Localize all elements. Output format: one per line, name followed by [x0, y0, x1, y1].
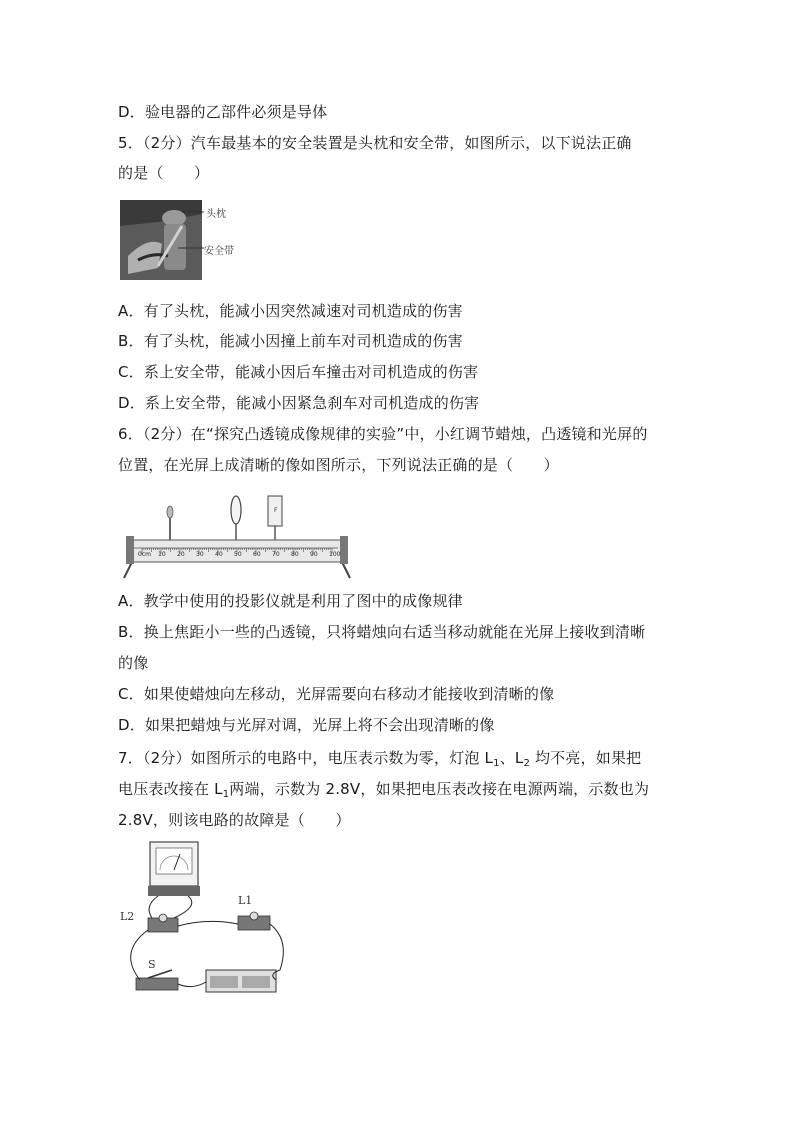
lamp-l1-label: L1 [238, 894, 253, 907]
ruler-tick-label: 70 [272, 551, 280, 558]
q6-option-b-line1: B．换上焦距小一些的凸透镜，只将蜡烛向右适当移动就能在光屏上接收到清晰 [118, 623, 646, 641]
q6-stem-line1: 6．（2分）在“探究凸透镜成像规律的实验”中，小红调节蜡烛，凸透镜和光屏的 [118, 425, 648, 443]
q6-option-c: C．如果使蜡烛向左移动，光屏需要向右移动才能接收到清晰的像 [118, 685, 555, 703]
q6-option-d: D．如果把蜡烛与光屏对调，光屏上将不会出现清晰的像 [118, 716, 495, 734]
q5-option-d: D．系上安全带，能减小因紧急刹车对司机造成的伤害 [118, 394, 480, 412]
q5-option-a: A．有了头枕，能减小因突然减速对司机造成的伤害 [118, 302, 463, 320]
ruler-tick-label: 40 [215, 551, 223, 558]
lamp-l2-label: L2 [120, 910, 135, 923]
headrest-label: 头枕 [206, 209, 226, 220]
q6-option-a: A．教学中使用的投影仪就是利用了图中的成像规律 [118, 592, 463, 610]
q5-stem-line2: 的是（ ） [118, 164, 210, 182]
ruler-tick-label: 20 [177, 551, 185, 558]
q5-option-b: B．有了头枕，能减小因撞上前车对司机造成的伤害 [118, 332, 463, 350]
q5-stem-line1: 5．（2分）汽车最基本的安全装置是头枕和安全带，如图所示，以下说法正确 [118, 134, 632, 152]
ruler-tick-label: 100 [329, 551, 341, 558]
q6-stem-line2: 位置，在光屏上成清晰的像如图所示，下列说法正确的是（ ） [118, 456, 559, 474]
q5-option-c: C．系上安全带，能减小因后车撞击对司机造成的伤害 [118, 363, 479, 381]
circuit-figure [118, 840, 298, 1000]
ruler-tick-label: 90 [310, 551, 318, 558]
switch-s-label: S [148, 958, 156, 971]
q7-stem-line2: 电压表改接在 $L_1$两端，示数为 2.8V，如果把电压表改接在电源两端，示数也为 [118, 780, 650, 800]
q7-stem-line3: 2.8V，则该电路的故障是（ ） [118, 811, 351, 829]
ruler-tick-label: 10 [158, 551, 166, 558]
ruler-tick-label: 50 [234, 551, 242, 558]
ruler-tick-label: 0cm [138, 551, 151, 558]
optical-bench-figure [118, 488, 358, 580]
ruler-tick-label: 80 [291, 551, 299, 558]
q4-option-d: D．验电器的乙部件必须是导体 [118, 103, 328, 121]
seatbelt-label: 安全带 [204, 246, 234, 257]
q6-option-b-line2: 的像 [118, 654, 149, 672]
headrest-seatbelt-photo [118, 196, 242, 284]
ruler-tick-label: 30 [196, 551, 204, 558]
svg-text:F: F [274, 507, 278, 514]
q7-stem-line1: 7．（2分）如图所示的电路中，电压表示数为零，灯泡 $L_1$、$L_2$ 均不亮，如果把 [118, 749, 642, 769]
ruler-tick-label: 60 [253, 551, 261, 558]
